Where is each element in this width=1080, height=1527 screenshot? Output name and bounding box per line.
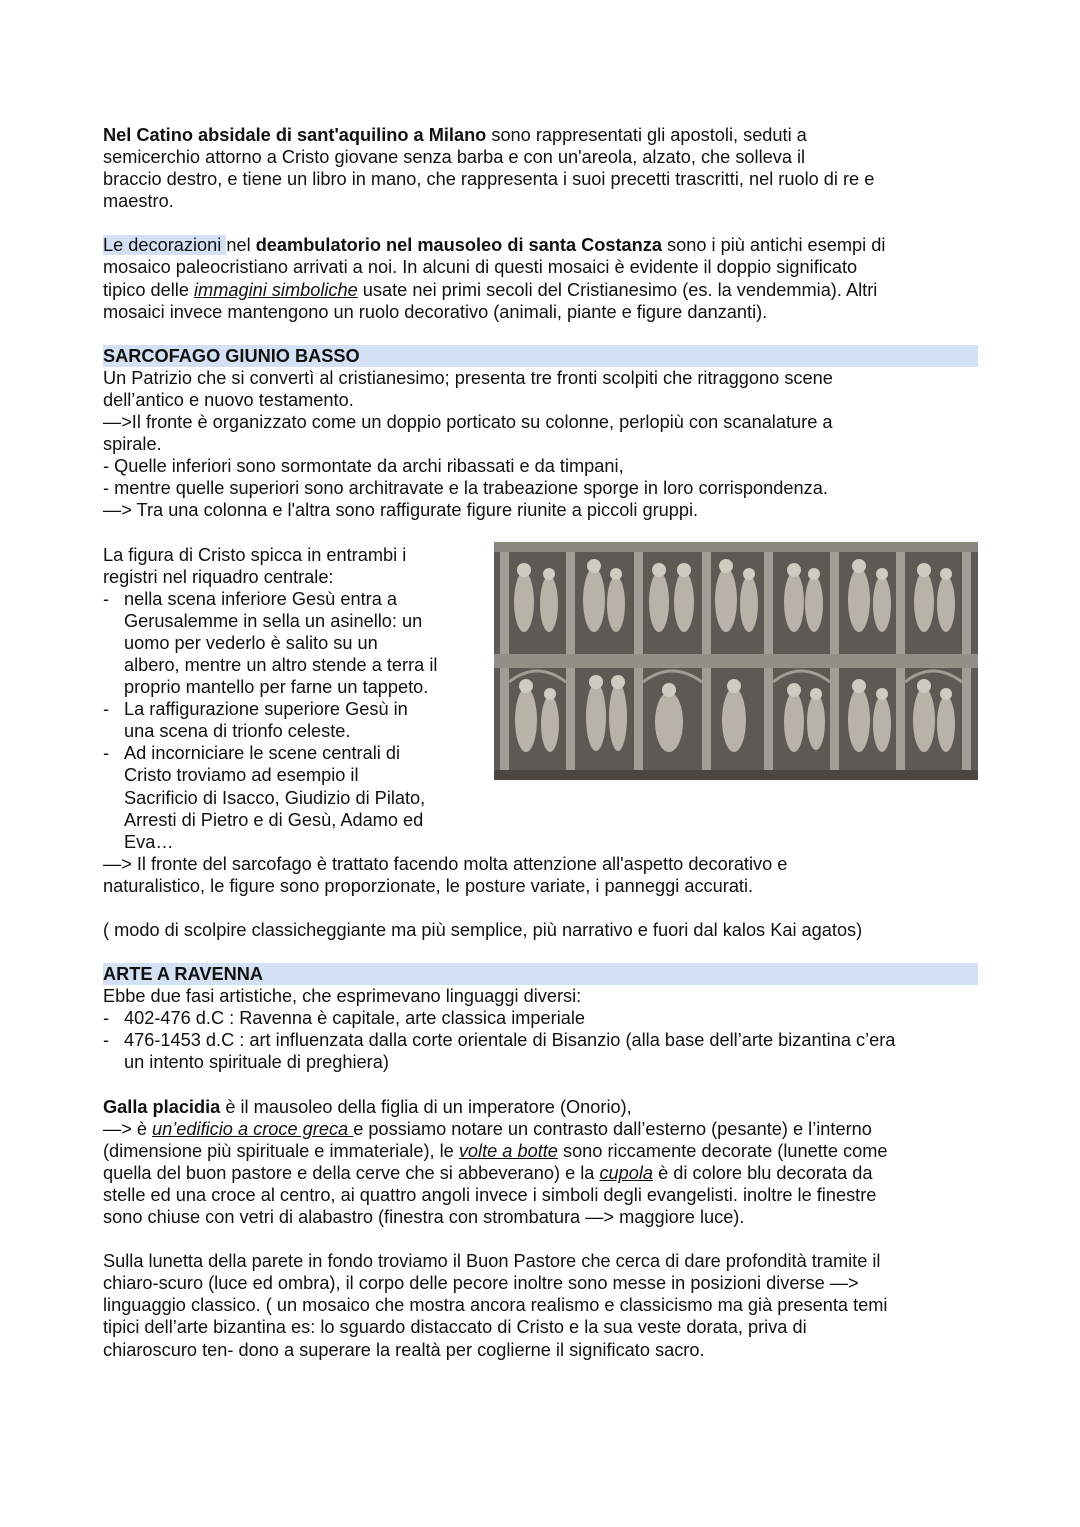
paragraph-santa-costanza: Le decorazioni nel deambulatorio nel mausoleo di santa Costanza sono i più antichi esempi di mosaico paleocristiano arrivati a noi. In alcuni di questi mosaici è evidente il doppio significato tipico delle immagini simboliche usate nei primi secoli del Cristianesimo (es. la vendemmia). Altri mosaici invece mantengono un ruolo decorativo (animali, piante e figure danzanti). (103, 235, 886, 322)
list-item: - nella scena inferiore Gesù entra a Gerusalemme in sella un asinello: un uomo per vederlo è salito su un albero, mentre un altro stende a terra il proprio mantello per farne un tappeto. (103, 588, 438, 698)
paragraph-catino: Nel Catino absidale di sant'aquilino a Milano sono rappresentati gli apostoli, seduti a semicerchio attorno a Cristo giovane senza barba e con un'areola, alzato, che solleva il braccio destro, e tiene un libro in mano, che rappresenta i suoi precetti trascritti, nel ruolo di re e maestro. (103, 125, 875, 212)
section-heading-ravenna: ARTE A RAVENNA (103, 963, 978, 985)
sarcophagus-relief-image (494, 542, 978, 780)
catino-bold: Nel Catino absidale di sant'aquilino a Milano (103, 125, 487, 145)
paragraph-note: ( modo di scolpire classicheggiante ma più semplice, più narrativo e fuori dal kalos Kai agatos) (103, 920, 863, 940)
list-item: - Ad incorniciare le scene centrali di Cristo troviamo ad esempio il Sacrificio di Isacco, Giudizio di Pilato, Arresti di Pietro e di Gesù, Adamo ed Eva… (103, 743, 426, 852)
list-item: - 402-476 d.C : Ravenna è capitale, arte classica imperiale (103, 1008, 586, 1029)
figure-block (103, 544, 978, 853)
highlighted-text: Le decorazioni (103, 235, 227, 256)
underlined-term: cupola (599, 1162, 654, 1183)
section-heading-sarcofago: SARCOFAGO GIUNIO BASSO (103, 345, 978, 367)
paragraph-sarcofago-conclusion: —> Il fronte del sarcofago è trattato facendo molta attenzione all'aspetto decorativo e naturalistico, le figure sono proporzionate, le posture variate, i panneggi accurati. (103, 853, 788, 896)
document-page (103, 124, 978, 1361)
ravenna-phases-list (103, 1007, 978, 1073)
underlined-term: immagini simboliche (194, 279, 358, 300)
paragraph-galla-placidia: Galla placidia è il mausoleo della figlia di un imperatore (Onorio), —> è un’edificio a croce greca e possiamo notare un contrasto dall’esterno (pesante) e l’interno (dimensione più spirituale e immateriale), le volte a botte sono riccamente decorate (lunette come quella del buon pastore e della cerve che si abbeverano) e la cupola è di colore blu decorata da stelle ed una croce al centro, ai quattro angoli invece i simboli degli evangelisti. inoltre le finestre sono chiuse con vetri di alabastro (finestra con strombatura —> maggiore luce). (103, 1096, 888, 1228)
underlined-term: un’edificio a croce greca (152, 1118, 354, 1139)
paragraph-sarcofago-intro: Un Patrizio che si convertì al cristianesimo; presenta tre fronti scolpiti che ritraggono scene dell’antico e nuovo testamento. —>Il fronte è organizzato come un doppio porticato su colonne, perlopiù con scanalature a spirale. - Quelle inferiori sono sormontate da archi ribassati e da timpani, - mentre quelle superiori sono architravate e la trabeazione sporge in loro corrispondenza. —> Tra una colonna e l'altra sono raffigurate figure riunite a piccoli gruppi. (103, 367, 833, 521)
figure-description: La figura di Cristo spicca in entrambi i registri nel riquadro centrale: - nella scena inferiore Gesù entra a Gerusalemme in sella un asinello: un uomo per vederlo è salito su un albero, mentre un altro stende a terra il proprio mantello per farne un tappeto. - La raffigurazione superiore Gesù in una scena di trionfo celeste. - Ad incorniciare le scene centrali di Cristo troviamo ad esempio il Sacrificio di Isacco, Giudizio di Pilato, Arresti di Pietro e di Gesù, Adamo ed Eva… (103, 544, 475, 853)
paragraph-ravenna-intro: Ebbe due fasi artistiche, che esprimevano linguaggi diversi: (103, 986, 582, 1007)
underlined-term: volte a botte (458, 1140, 558, 1161)
paragraph-lunetta: Sulla lunetta della parete in fondo troviamo il Buon Pastore che cerca di dare profondità tramite il chiaro-scuro (luce ed ombra), il corpo delle pecore inoltre sono messe in posizioni diverse —> linguaggio classico. ( un mosaico che mostra ancora realismo e classicismo ma già presenta temi tipici dell’arte bizantina es: lo sguardo distaccato di Cristo e la sua veste dorata, priva di chiaroscuro ten- dono a superare la realtà per coglierne il significato sacro. (103, 1251, 888, 1360)
list-item: - La raffigurazione superiore Gesù in una scena di trionfo celeste. (103, 699, 408, 742)
list-item: - 476-1453 d.C : art influenzata dalla corte orientale di Bisanzio (alla base dell’arte bizantina c’era un intento spirituale di preghiera) (103, 1030, 896, 1073)
figure-list (103, 588, 475, 853)
